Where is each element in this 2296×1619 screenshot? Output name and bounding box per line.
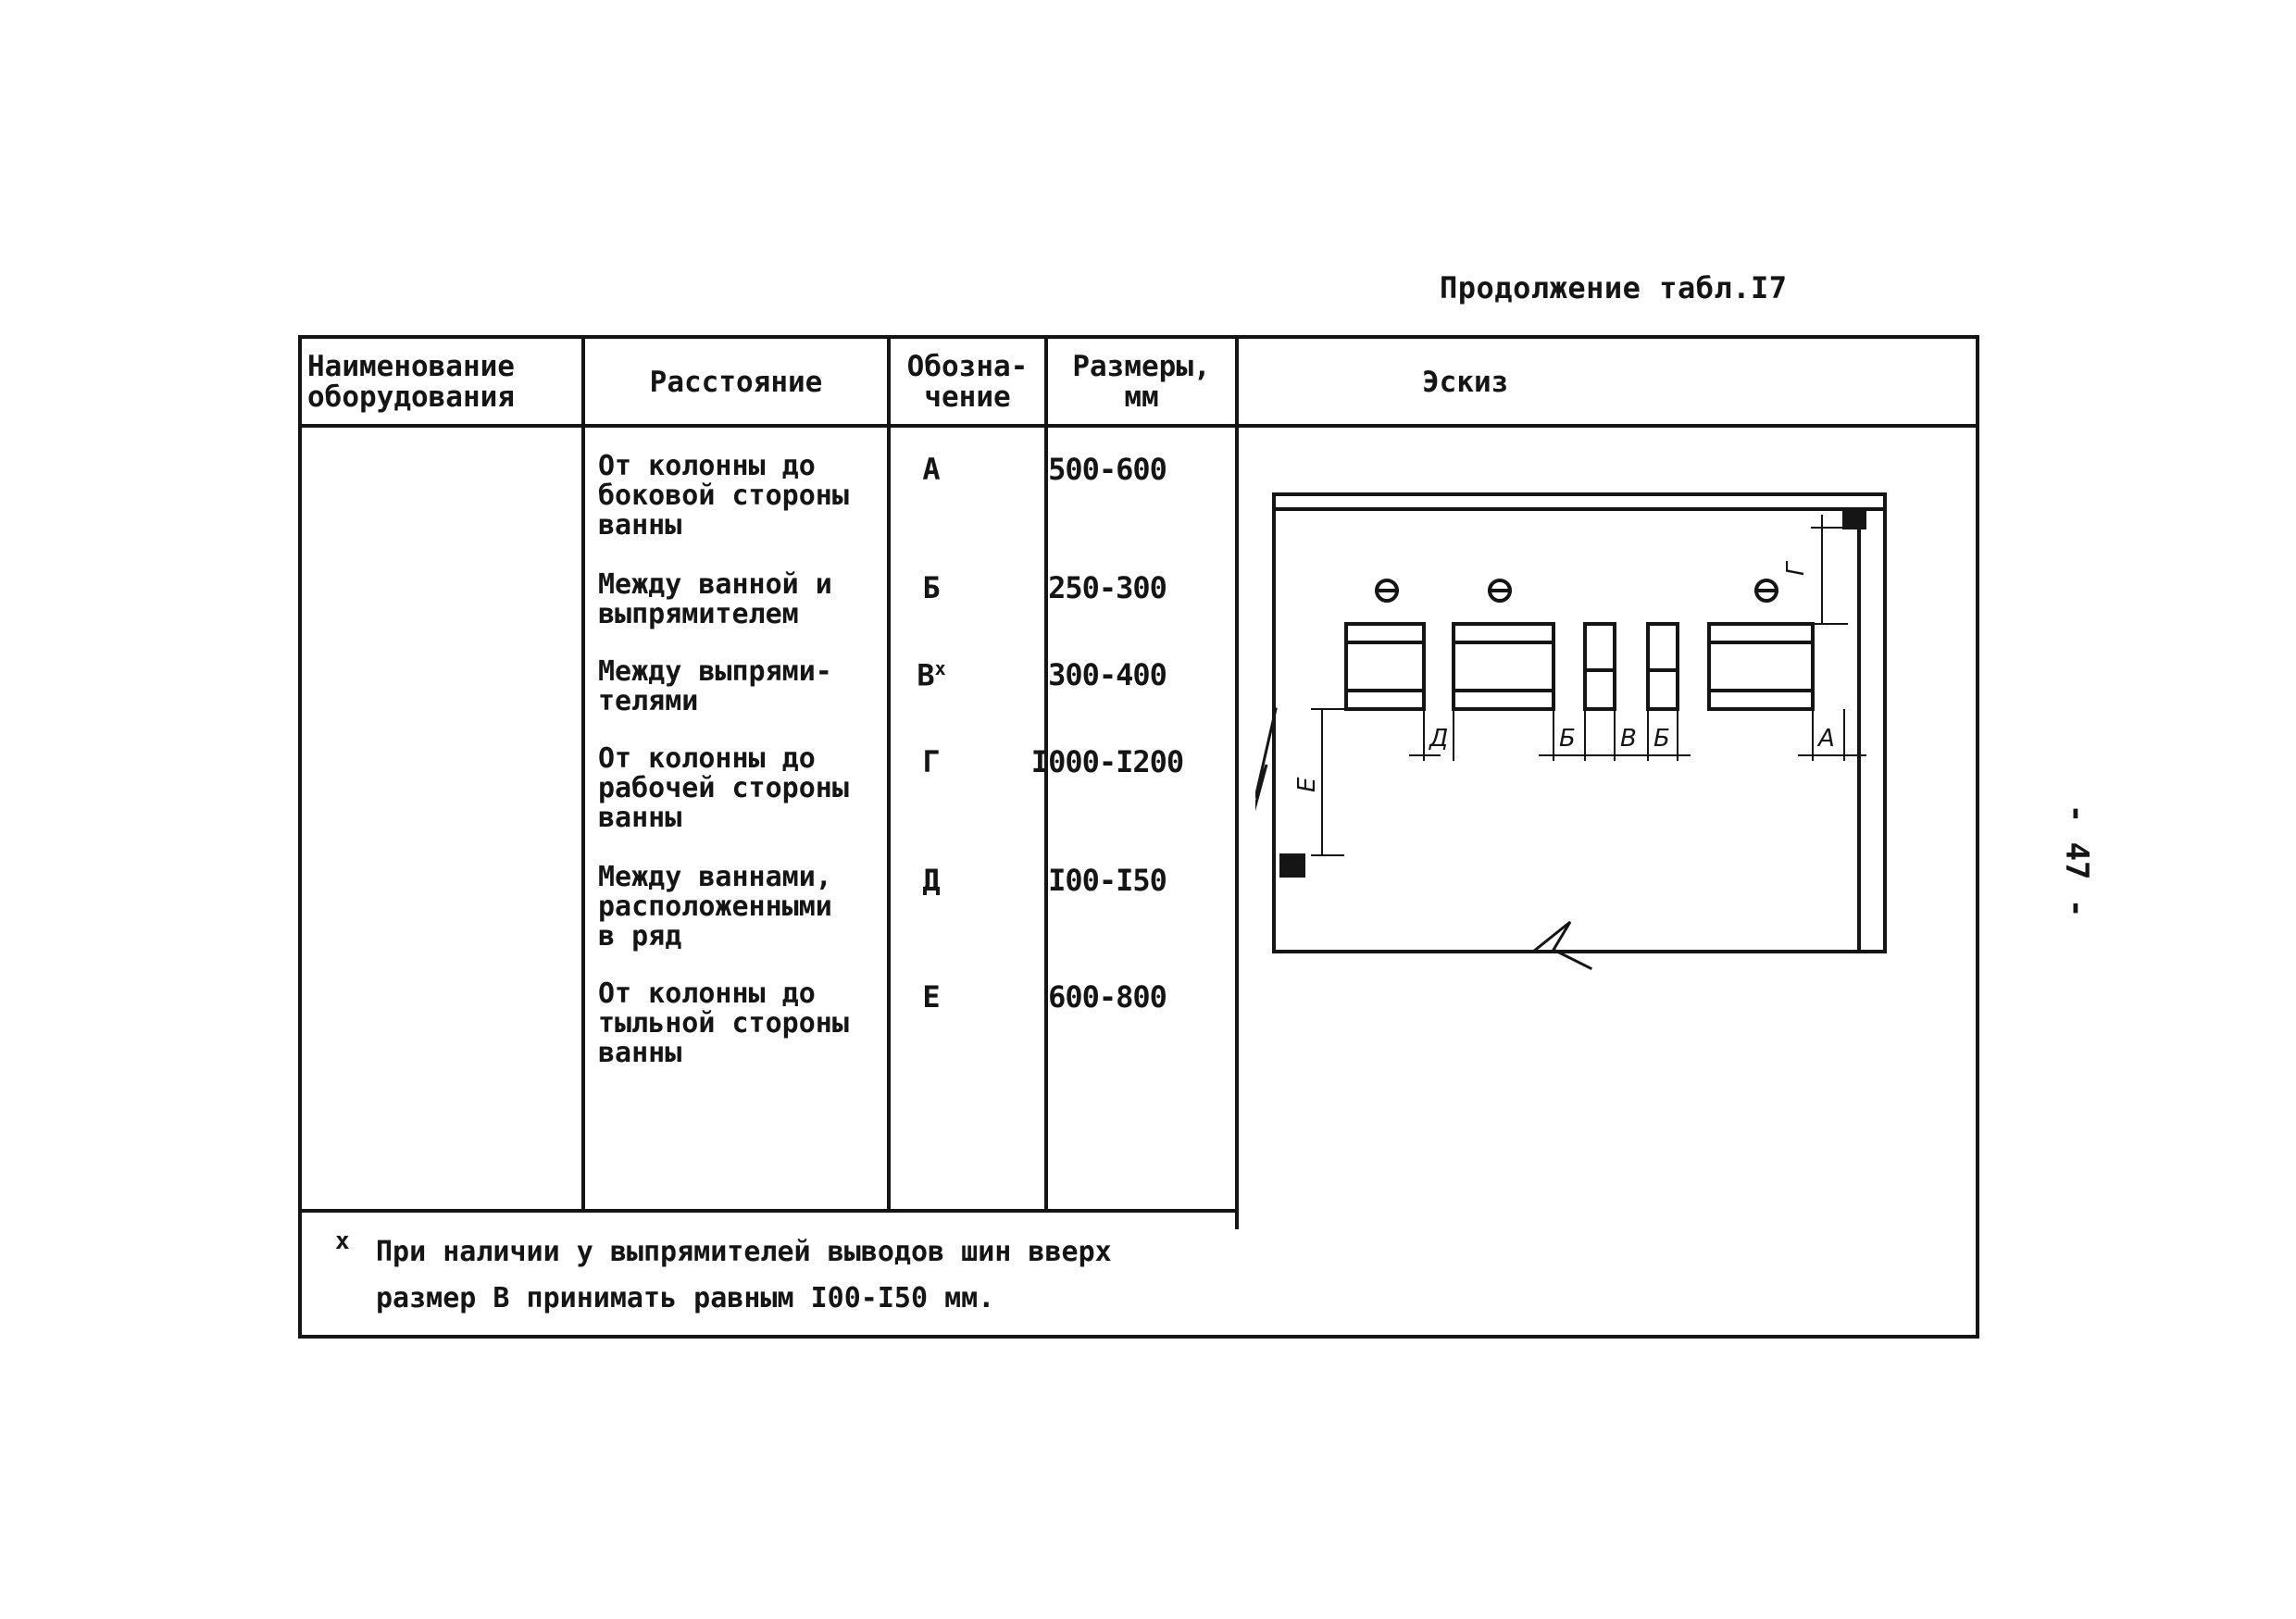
column-divider-4 bbox=[1235, 339, 1239, 1229]
table-caption: Продолжение табл.I7 bbox=[1440, 270, 1788, 305]
size-cell: I000-I200 bbox=[1030, 744, 1184, 779]
dimensions-table bbox=[298, 335, 1979, 1339]
sketch-label-a: А bbox=[1818, 725, 1835, 753]
bath-2 bbox=[1454, 624, 1554, 709]
break-line-bottom bbox=[1533, 922, 1591, 968]
designation-letter: В bbox=[917, 657, 935, 693]
sketch-label-g: Г bbox=[1782, 562, 1810, 576]
sketch-label-b1: Б bbox=[1559, 725, 1576, 753]
footnote-text: При наличии у выпрямителей выводов шин вверх размер В принимать равным I00-I50 мм. bbox=[376, 1236, 1112, 1314]
designation-cell: Г bbox=[922, 744, 941, 779]
layout-sketch bbox=[1255, 487, 1922, 1005]
header-sketch: Эскиз bbox=[1422, 365, 1509, 399]
sketch-label-b2: Б bbox=[1653, 725, 1670, 753]
designation-cell bbox=[885, 657, 978, 693]
bath-1 bbox=[1346, 624, 1424, 709]
rectifier-1 bbox=[1585, 624, 1615, 709]
designation-cell: Е bbox=[922, 979, 941, 1015]
distance-cell: От колонны до тыльной стороны ванны bbox=[598, 978, 849, 1069]
table-footnote bbox=[335, 1227, 1112, 1322]
header-designation: Обозна- чение bbox=[906, 350, 1029, 414]
size-cell: 500-600 bbox=[1048, 452, 1167, 487]
page-number: - 47 - bbox=[2058, 803, 2095, 918]
distance-cell: От колонны до боковой стороны ванны bbox=[598, 450, 849, 542]
distance-cell: От колонны до рабочей стороны ванны bbox=[598, 742, 849, 834]
footnote-divider bbox=[302, 1209, 1237, 1213]
header-size: Размеры, мм bbox=[1072, 350, 1211, 414]
column-bottom-left bbox=[1281, 855, 1304, 876]
designation-cell: А bbox=[922, 452, 941, 487]
distance-cell: Между ваннами, расположенными в ряд bbox=[598, 861, 832, 953]
sketch-label-e: Е bbox=[1293, 777, 1321, 792]
header-equipment: Наименование оборудования bbox=[307, 350, 515, 414]
distance-cell: Между ванной и выпрямителем bbox=[598, 568, 832, 630]
header-divider bbox=[302, 424, 1976, 428]
column-divider-1 bbox=[581, 339, 585, 1209]
sketch-label-v: В bbox=[1620, 725, 1637, 753]
size-cell: I00-I50 bbox=[1048, 863, 1167, 898]
size-cell: 250-300 bbox=[1048, 570, 1167, 605]
designation-cell: Д bbox=[922, 863, 941, 898]
header-distance: Расстояние bbox=[649, 365, 823, 399]
distance-cell: Между выпрями- телями bbox=[598, 655, 832, 717]
bath-3 bbox=[1709, 624, 1813, 709]
rectifier-2 bbox=[1648, 624, 1678, 709]
size-cell: 600-800 bbox=[1048, 979, 1167, 1015]
footnote-mark: x bbox=[934, 657, 946, 679]
footnote-asterisk: x bbox=[335, 1227, 350, 1255]
size-cell: 300-400 bbox=[1048, 657, 1167, 692]
sketch-label-d: Д bbox=[1429, 725, 1449, 753]
designation-cell: Б bbox=[922, 570, 941, 605]
column-top-right bbox=[1844, 509, 1865, 528]
